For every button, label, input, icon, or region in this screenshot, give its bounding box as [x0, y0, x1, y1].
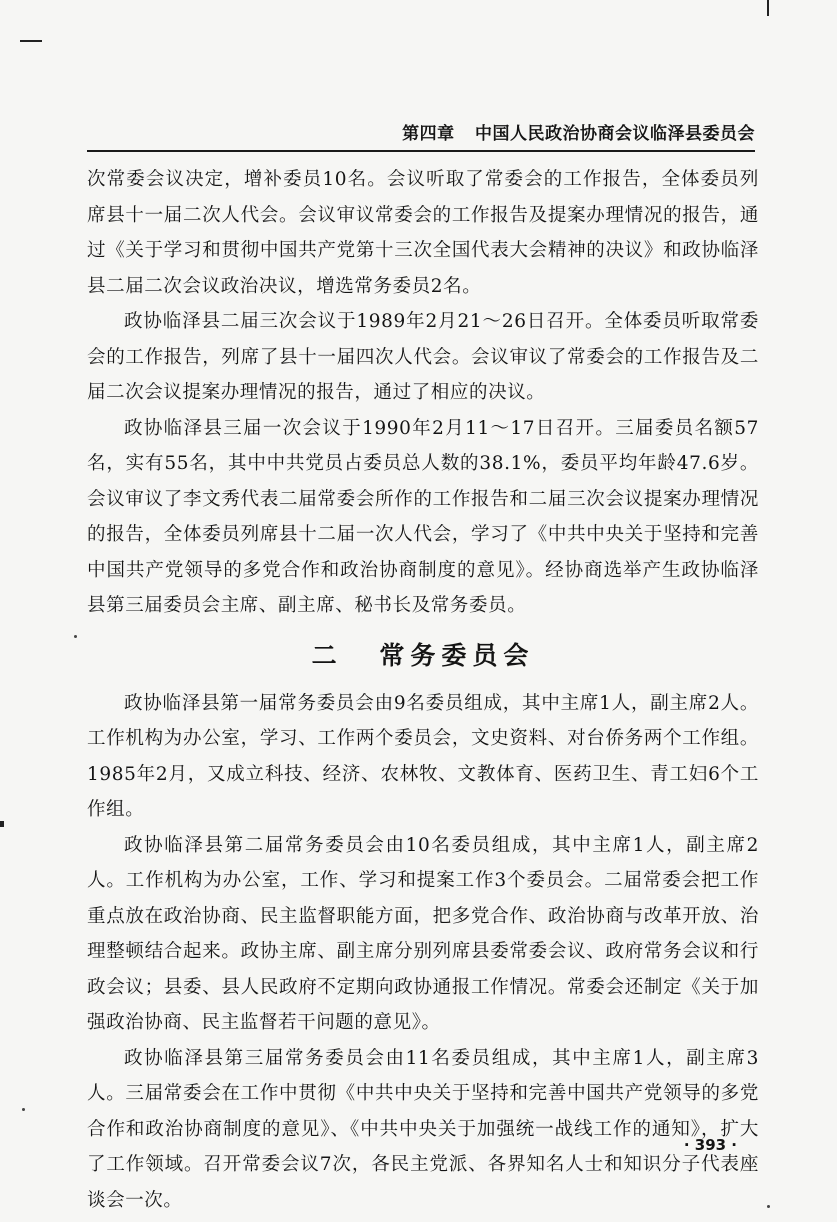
scan-edge-mark-top	[20, 40, 42, 42]
scan-edge-mark-left	[0, 821, 4, 827]
paragraph: 政协临泽县第一届常务委员会由9名委员组成，其中主席1人，副主席2人。工作机构为办公室，学习、工作两个委员会，文史资料、对台侨务两个工作组。1985年2月，又成立科技、经济、农林牧、文教体育、医药卫生、青工妇6个工作组。	[87, 692, 759, 820]
section-heading	[87, 636, 759, 676]
scan-speck	[22, 1108, 25, 1111]
paragraph: 政协临泽县三届一次会议于1990年2月11～17日召开。三届委员名额57名，实有55名，其中中共党员占委员总人数的38.1%，委员平均年龄47.6岁。会议审议了李文秀代表二届常委会所作的工作报告和二届三次会议提案办理情况的报告，全体委员列席县十二届一次人代会，学习了《中共中央关于坚持和完善中国共产党领导的多党合作和政治协商制度的意见》。经协商选举产生政协临泽县第三届委员会主席、副主席、秘书长及常务委员。	[87, 417, 759, 616]
scan-speck	[767, 1205, 770, 1208]
body-text	[87, 162, 759, 1218]
chapter-title: 中国人民政治协商会议临泽县委员会	[475, 124, 755, 144]
scan-speck	[74, 635, 77, 638]
section-number: 二	[311, 640, 343, 670]
chapter-number: 第四章	[402, 124, 455, 144]
paragraph: 政协临泽县第三届常务委员会由11名委员组成，其中主席1人，副主席3人。三届常委会在工作中贯彻《中共中央关于坚持和完善中国共产党领导的多党合作和政治协商制度的意见》、《中共中央关于加强统一战线工作的通知》，扩大了工作领域。召开常委会议7次，各民主党派、各界知名人士和知识分子代表座谈会一次。	[87, 1047, 759, 1211]
scan-edge-line-right	[767, 0, 769, 16]
section-title: 常务委员会	[379, 640, 535, 670]
paragraph: 政协临泽县二届三次会议于1989年2月21～26日召开。全体委员听取常委会的工作报告，列席了县十一届四次人代会。会议审议了常委会的工作报告及二届二次会议提案办理情况的报告，通过了相应的决议。	[87, 311, 759, 403]
paragraph: 政协临泽县第二届常务委员会由10名委员组成，其中主席1人，副主席2人。工作机构为办公室，工作、学习和提案工作3个委员会。二届常委会把工作重点放在政治协商、民主监督职能方面，把多党合作、政治协商与改革开放、治理整顿结合起来。政协主席、副主席分别列席县委常委会议、政府常务会议和行政会议；县委、县人民政府不定期向政协通报工作情况。常委会还制定《关于加强政治协商、民主监督若干问题的意见》。	[87, 834, 759, 1033]
page-number: · 393 ·	[683, 1136, 737, 1154]
running-header	[87, 119, 755, 152]
paragraph: 次常委会议决定，增补委员10名。会议听取了常委会的工作报告，全体委员列席县十一届二次人代会。会议审议常委会的工作报告及提案办理情况的报告，通过《关于学习和贯彻中国共产党第十三次全国代表大会精神的决议》和政协临泽县二届二次会议政治决议，增选常务委员2名。	[87, 169, 759, 297]
